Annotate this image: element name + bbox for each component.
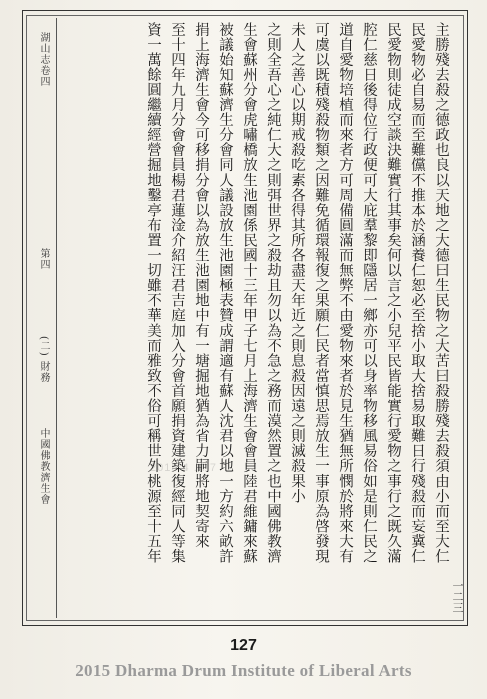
subsection-label: 中國佛教濟生會	[38, 428, 49, 505]
text-column: 未人之善心以期戒殺吃素各得其所各盡天年近之則息殺因遠之則滅殺果小	[289, 22, 305, 504]
text-column: 生會蘇州分會虎嘯橋放生池園係民國十三年甲子七月上海濟生會會員陸君維鏞來蘇	[241, 22, 257, 564]
text-column: 可虞以既積殘殺物類之因難免循環報復之果願仁民者當慎思焉放生一事原為啓發現	[313, 22, 329, 564]
page-number: 127	[230, 637, 257, 654]
text-column: 道自愛物培植而來者方可周備圓滿而無弊不由愛物來者於見生猶無所憫於將來大有	[337, 22, 353, 564]
book-title: 湖山志卷四	[38, 32, 49, 87]
text-column: 民愛物則徒成空談決難實行其事矣何以言之小兒平民皆能實行愛物之事行之既久滿	[385, 22, 401, 564]
copyright-watermark: 2015 Dharma Drum Institute of Liberal Arts	[75, 661, 412, 680]
faint-watermark: 2015 4 ... 7	[150, 462, 218, 474]
folio-number: 一二三	[451, 580, 464, 613]
text-column: 至十四年九月分會會員楊君蓮淦介紹汪君吉庭加入分會首願捐資建築復經同人等集	[169, 22, 185, 564]
text-column: 捐上海濟生會今可移捐分會以為放生池園地中有一塘掘地猶為省力嗣將地契寄來	[193, 22, 209, 549]
header-margin-column	[30, 18, 57, 618]
text-column: 腔仁慈日後得位行政便可大庇羣黎即隱居一鄉亦可以身率物移風易俗如是則仁民之	[361, 22, 377, 564]
chapter-label: (二) 財務	[38, 336, 49, 383]
text-column: 之則全吾心之純仁大之則弭世界之殺劫且勿以為不急之務而漠然置之也中國佛教濟	[265, 22, 281, 564]
text-column: 資一萬餘圓繼續經營掘地鑿亭布置一切雖不華美而雅致不俗可稱世外桃源至十五年	[145, 22, 161, 564]
text-column: 民愛物必自易而至難儻不推本於涵養仁恕必至捨小取大捨易取難日行殘殺而妄冀仁	[409, 22, 425, 564]
body-text	[58, 22, 456, 612]
text-column: 被議始知蘇濟生分會同人議設放生池園極表贊成謂適有蘇人沈君以地一方約六畝許	[217, 22, 233, 564]
text-column: 主勝殘去殺之德政也良以天地之大德曰生民物之大苦曰殺勝殘去殺須由小而至大仁	[433, 22, 449, 564]
section-label: 第四	[38, 248, 49, 270]
